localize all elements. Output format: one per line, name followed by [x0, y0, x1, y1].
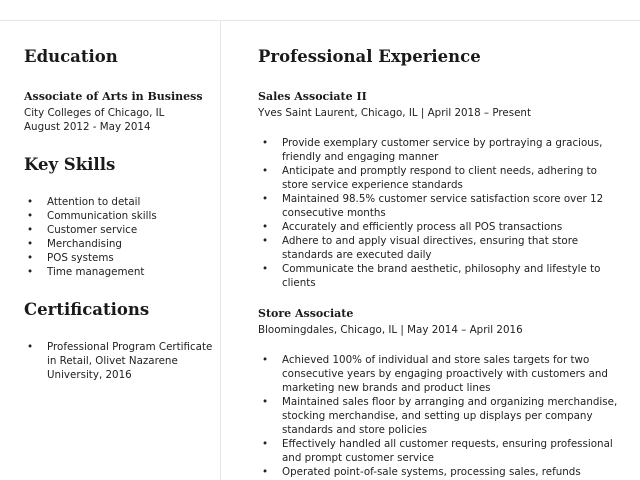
right-column	[258, 44, 618, 479]
job-bullet: • Communicate the brand aesthetic, philosophy and lifestyle to clients	[258, 262, 618, 290]
job-bullets	[258, 136, 618, 290]
job-bullet: • Effectively handled all customer requests, ensuring professional and prompt customer service	[258, 437, 618, 465]
skill-item: • Customer service	[24, 223, 214, 237]
certifications-list	[24, 340, 214, 382]
education-school: City Colleges of Chicago, IL	[24, 107, 165, 119]
job-bullet: • Achieved 100% of individual and store sales targets for two consecutive years by engaging proactively with customers and marketing new brands and product lines	[258, 353, 618, 395]
top-divider	[0, 20, 640, 21]
job-bullet: • Adhere to and apply visual directives, ensuring that store standards are executed daily	[258, 234, 618, 262]
job-meta: Yves Saint Laurent, Chicago, IL | April 2018 – Present	[258, 107, 531, 119]
education-degree: Associate of Arts in Business	[24, 90, 203, 103]
job-bullet: • Provide exemplary customer service by portraying a gracious, friendly and engaging manner	[258, 136, 618, 164]
certifications-heading: Certifications	[24, 300, 150, 319]
skill-item: • Attention to detail	[24, 195, 214, 209]
experience-heading: Professional Experience	[258, 47, 481, 66]
job-meta: Bloomingdales, Chicago, IL | May 2014 – April 2016	[258, 324, 523, 336]
job-bullet: • Anticipate and promptly respond to client needs, adhering to store service experience standards	[258, 164, 618, 192]
certification-item: • Professional Program Certificate in Retail, Olivet Nazarene University, 2016	[24, 340, 214, 382]
education-section	[24, 44, 214, 134]
skill-item: • Time management	[24, 265, 214, 279]
job-bullet: • Maintained 98.5% customer service satisfaction score over 12 consecutive months	[258, 192, 618, 220]
skills-list	[24, 195, 214, 279]
column-divider	[220, 21, 221, 480]
job-bullets	[258, 353, 618, 479]
job-entry	[258, 306, 618, 479]
job-bullet: • Operated point-of-sale systems, processing sales, refunds	[258, 465, 618, 479]
skills-heading: Key Skills	[24, 155, 116, 174]
certifications-section	[24, 297, 214, 382]
left-column	[24, 44, 214, 382]
skills-section	[24, 152, 214, 279]
education-heading: Education	[24, 47, 118, 66]
skill-item: • POS systems	[24, 251, 214, 265]
job-bullet: • Maintained sales floor by arranging and organizing merchandise, stocking merchandise, and setting up displays per company standards and store policies	[258, 395, 618, 437]
job-title: Store Associate	[258, 307, 354, 320]
skill-item: • Communication skills	[24, 209, 214, 223]
education-dates: August 2012 - May 2014	[24, 121, 151, 133]
job-bullet: • Accurately and efficiently process all POS transactions	[258, 220, 618, 234]
job-entry	[258, 89, 618, 290]
skill-item: • Merchandising	[24, 237, 214, 251]
job-title: Sales Associate II	[258, 90, 367, 103]
